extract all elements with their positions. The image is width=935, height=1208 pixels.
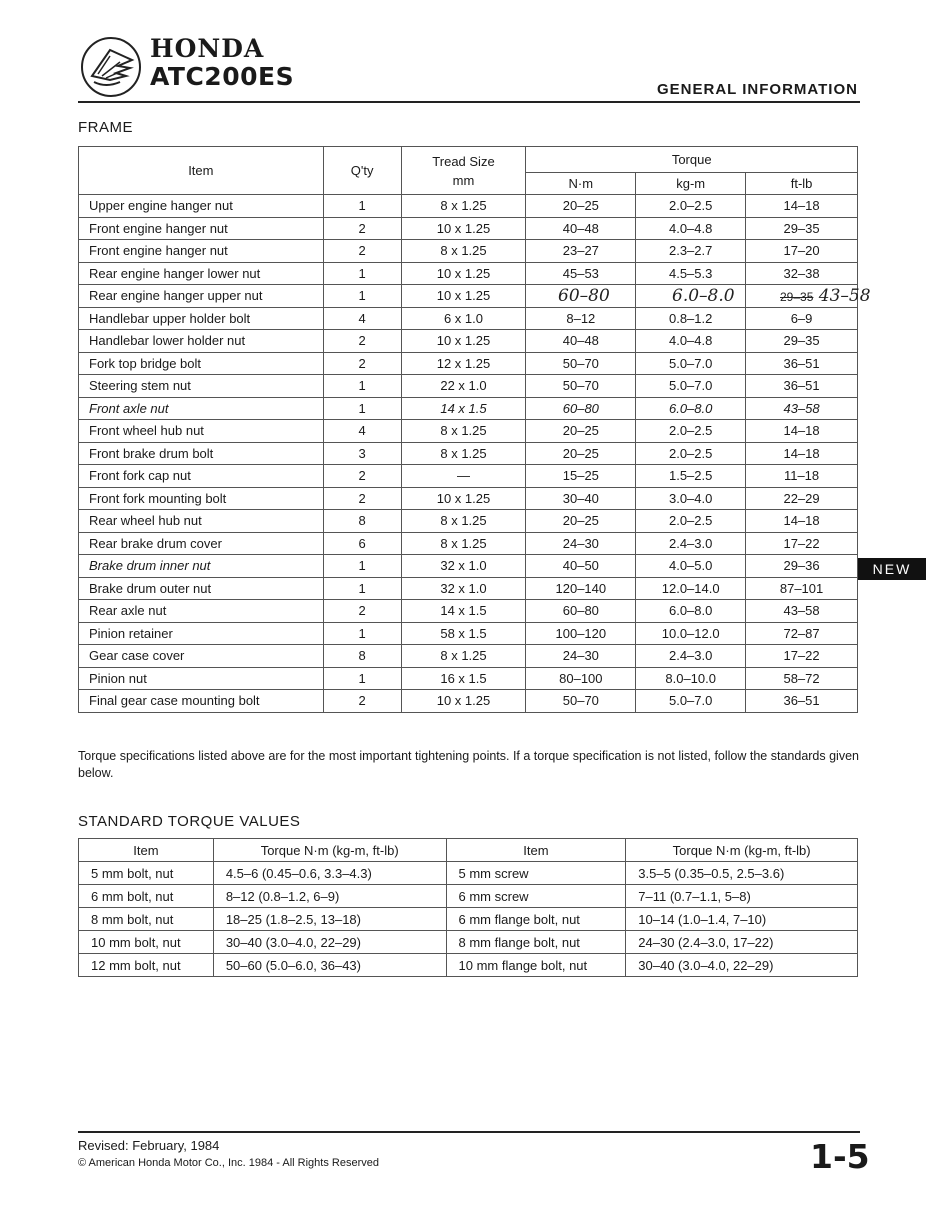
row-tread-size: 16 x 1.5 [401,667,526,690]
row-tread-size: 8 x 1.25 [401,195,526,218]
row-torque-nm: 20–25 [526,195,636,218]
row-qty: 1 [323,555,401,578]
row-tread-size: 58 x 1.5 [401,622,526,645]
row-qty: 2 [323,487,401,510]
row-item: Rear engine hanger lower nut [79,262,324,285]
row-torque-ftlb: 32–38 [746,262,858,285]
row-qty: 2 [323,600,401,623]
tread-size-label: Tread Size [432,153,495,169]
row-torque-ftlb: 43–58 [746,397,858,420]
row-torque-ftlb: 14–18 [746,442,858,465]
row-item: Rear engine hanger upper nut [79,285,324,308]
row-torque-nm: 20–25 [526,442,636,465]
row-tread-size: 12 x 1.25 [401,352,526,375]
handwritten-nm-correction: 60–80 [558,286,610,306]
header-divider [78,101,860,103]
row-torque-ftlb: 17–22 [746,532,858,555]
row-torque-nm: 50–70 [526,375,636,398]
row-tread-size: 32 x 1.0 [401,555,526,578]
row-qty: 1 [323,375,401,398]
torque-note: Torque specifications listed above are for the most important tightening points. If a torque specification is not listed, follow the standards given below. [78,749,859,780]
row-item: Pinion nut [79,667,324,690]
row-item: Front fork mounting bolt [79,487,324,510]
table-row [79,885,858,908]
row-tread-size: 10 x 1.25 [401,330,526,353]
table-row [79,487,858,510]
standard-torque-title: STANDARD TORQUE VALUES [78,813,301,830]
row-item: Upper engine hanger nut [79,195,324,218]
std-torque: 7–11 (0.7–1.1, 5–8) [626,885,858,908]
table-row [79,931,858,954]
table-row [79,195,858,218]
row-torque-kgm: 12.0–14.0 [636,577,746,600]
table-row [79,954,858,977]
std-header-torque-2: Torque N·m (kg-m, ft-lb) [626,839,858,862]
std-item: 12 mm bolt, nut [79,954,214,977]
std-header-torque-1: Torque N·m (kg-m, ft-lb) [213,839,446,862]
new-badge: NEW [858,558,926,580]
row-torque-nm: 40–48 [526,217,636,240]
row-torque-kgm: 2.3–2.7 [636,240,746,263]
table-row [79,330,858,353]
row-torque-nm: 40–50 [526,555,636,578]
row-torque-ftlb: 87–101 [746,577,858,600]
row-item: Handlebar lower holder nut [79,330,324,353]
row-torque-nm: 23–27 [526,240,636,263]
std-item: 10 mm flange bolt, nut [446,954,626,977]
row-torque-kgm: 2.4–3.0 [636,645,746,668]
row-qty: 1 [323,397,401,420]
row-torque-kgm: 4.0–4.8 [636,217,746,240]
row-torque-nm: 100–120 [526,622,636,645]
column-header-item: Item [79,147,324,195]
row-torque-ftlb: 11–18 [746,465,858,488]
standard-torque-table [78,838,858,977]
frame-title: FRAME [78,119,133,136]
row-torque-nm: 60–80 [526,397,636,420]
section-heading: GENERAL INFORMATION [657,81,858,98]
row-item: Pinion retainer [79,622,324,645]
row-qty: 8 [323,510,401,533]
row-torque-kgm: 2.0–2.5 [636,442,746,465]
row-item: Rear brake drum cover [79,532,324,555]
row-item: Brake drum inner nut [79,555,324,578]
row-torque-ftlb: 14–18 [746,510,858,533]
table-row [79,442,858,465]
std-torque: 3.5–5 (0.35–0.5, 2.5–3.6) [626,862,858,885]
row-torque-nm: 120–140 [526,577,636,600]
row-tread-size: 8 x 1.25 [401,510,526,533]
table-row [79,690,858,713]
row-tread-size: 10 x 1.25 [401,217,526,240]
std-torque: 10–14 (1.0–1.4, 7–10) [626,908,858,931]
row-torque-ftlb: 14–18 [746,420,858,443]
row-torque-nm: 20–25 [526,420,636,443]
frame-torque-table [78,146,858,713]
table-row [79,645,858,668]
table-row [79,375,858,398]
row-qty: 1 [323,622,401,645]
row-tread-size: 8 x 1.25 [401,532,526,555]
column-header-torque: Torque [526,147,858,173]
row-torque-kgm: 6.0–8.0 [636,600,746,623]
row-torque-ftlb: 58–72 [746,667,858,690]
row-tread-size: 10 x 1.25 [401,262,526,285]
row-torque-ftlb: 72–87 [746,622,858,645]
row-qty: 1 [323,577,401,600]
row-item: Rear axle nut [79,600,324,623]
row-torque-kgm: 2.0–2.5 [636,510,746,533]
row-tread-size: 10 x 1.25 [401,487,526,510]
row-qty: 2 [323,240,401,263]
row-torque-nm: 50–70 [526,690,636,713]
row-tread-size: 10 x 1.25 [401,285,526,308]
std-item: 6 mm screw [446,885,626,908]
table-row [79,240,858,263]
row-torque-nm: 24–30 [526,645,636,668]
model-name: ATC200ES [150,62,295,91]
revision-date: Revised: February, 1984 [78,1138,220,1153]
column-header-ftlb: ft-lb [746,173,858,195]
std-item: 5 mm screw [446,862,626,885]
row-torque-ftlb: 14–18 [746,195,858,218]
std-torque: 30–40 (3.0–4.0, 22–29) [213,931,446,954]
table-row [79,600,858,623]
handwritten-ftlb-correction [780,286,871,306]
row-torque-nm: 30–40 [526,487,636,510]
footer-divider [78,1131,860,1133]
row-torque-kgm: 2.0–2.5 [636,195,746,218]
standard-table-body [79,862,858,977]
row-item: Steering stem nut [79,375,324,398]
row-torque-kgm: 10.0–12.0 [636,622,746,645]
row-torque-ftlb: 29–36 [746,555,858,578]
row-item: Front wheel hub nut [79,420,324,443]
row-item: Gear case cover [79,645,324,668]
column-header-tread-size [401,147,526,195]
row-torque-kgm: 5.0–7.0 [636,375,746,398]
row-item: Front fork cap nut [79,465,324,488]
row-torque-ftlb: 36–51 [746,690,858,713]
row-torque-kgm: 0.8–1.2 [636,307,746,330]
table-row [79,352,858,375]
page-number: 1-5 [810,1137,870,1176]
row-qty: 2 [323,352,401,375]
row-torque-nm: 40–48 [526,330,636,353]
table-row [79,532,858,555]
column-header-kgm: kg-m [636,173,746,195]
column-header-nm: N·m [526,173,636,195]
row-tread-size: — [401,465,526,488]
row-tread-size: 8 x 1.25 [401,442,526,465]
table-row [79,667,858,690]
row-torque-nm: 20–25 [526,510,636,533]
row-torque-kgm: 4.0–5.0 [636,555,746,578]
row-torque-kgm: 5.0–7.0 [636,690,746,713]
row-torque-kgm: 5.0–7.0 [636,352,746,375]
row-qty: 2 [323,465,401,488]
std-header-item-1: Item [79,839,214,862]
row-torque-ftlb: 36–51 [746,375,858,398]
row-torque-ftlb: 17–20 [746,240,858,263]
row-torque-kgm: 4.0–4.8 [636,330,746,353]
row-item: Rear wheel hub nut [79,510,324,533]
std-torque: 24–30 (2.4–3.0, 17–22) [626,931,858,954]
row-item: Front engine hanger nut [79,240,324,263]
table-row [79,397,858,420]
row-qty: 8 [323,645,401,668]
row-tread-size: 8 x 1.25 [401,420,526,443]
row-qty: 1 [323,262,401,285]
table-row [79,577,858,600]
row-torque-ftlb: 43–58 [746,600,858,623]
row-tread-size: 10 x 1.25 [401,690,526,713]
std-torque: 18–25 (1.8–2.5, 13–18) [213,908,446,931]
row-torque-ftlb: 36–51 [746,352,858,375]
honda-wing-logo [80,36,142,98]
row-torque-nm: 50–70 [526,352,636,375]
std-torque: 50–60 (5.0–6.0, 36–43) [213,954,446,977]
row-torque-nm: 24–30 [526,532,636,555]
row-qty: 2 [323,330,401,353]
std-torque: 30–40 (3.0–4.0, 22–29) [626,954,858,977]
row-torque-ftlb: 29–35 [746,330,858,353]
row-torque-nm: 45–53 [526,262,636,285]
handwritten-kgm-correction: 6.0–8.0 [672,286,735,306]
row-qty: 4 [323,307,401,330]
row-qty: 1 [323,285,401,308]
row-torque-nm: 8–12 [526,307,636,330]
table-row [79,908,858,931]
row-torque-ftlb: 6–9 [746,307,858,330]
table-row [79,285,858,308]
row-qty: 3 [323,442,401,465]
row-torque-ftlb: 22–29 [746,487,858,510]
std-item: 5 mm bolt, nut [79,862,214,885]
row-torque-kgm: 4.5–5.3 [636,262,746,285]
std-item: 10 mm bolt, nut [79,931,214,954]
std-torque: 8–12 (0.8–1.2, 6–9) [213,885,446,908]
copyright-notice: © American Honda Motor Co., Inc. 1984 - All Rights Reserved [78,1157,379,1169]
table-row [79,307,858,330]
std-item: 8 mm bolt, nut [79,908,214,931]
row-torque-nm: 80–100 [526,667,636,690]
row-torque-kgm: 8.0–10.0 [636,667,746,690]
row-tread-size: 8 x 1.25 [401,645,526,668]
row-tread-size: 8 x 1.25 [401,240,526,263]
struck-ftlb-value: 29–35 [780,290,814,304]
row-qty: 6 [323,532,401,555]
std-torque: 4.5–6 (0.45–0.6, 3.3–4.3) [213,862,446,885]
row-tread-size: 6 x 1.0 [401,307,526,330]
column-header-qty: Q'ty [323,147,401,195]
row-tread-size: 14 x 1.5 [401,600,526,623]
table-row [79,622,858,645]
table-row [79,262,858,285]
row-torque-kgm: 2.4–3.0 [636,532,746,555]
row-torque-kgm: 6.0–8.0 [636,397,746,420]
corrected-ftlb-value: 43–58 [818,286,871,306]
table-row [79,465,858,488]
row-item: Fork top bridge bolt [79,352,324,375]
row-torque-kgm: 3.0–4.0 [636,487,746,510]
table-row [79,420,858,443]
std-item: 6 mm bolt, nut [79,885,214,908]
frame-table-body [79,195,858,713]
brand-name: HONDA [150,34,265,63]
row-item: Brake drum outer nut [79,577,324,600]
row-torque-kgm: 1.5–2.5 [636,465,746,488]
row-torque-kgm: 2.0–2.5 [636,420,746,443]
row-qty: 2 [323,217,401,240]
tread-size-unit: mm [452,172,475,188]
table-row [79,862,858,885]
row-qty: 4 [323,420,401,443]
table-row [79,217,858,240]
row-item: Final gear case mounting bolt [79,690,324,713]
row-torque-ftlb: 29–35 [746,217,858,240]
std-item: 8 mm flange bolt, nut [446,931,626,954]
row-item: Front axle nut [79,397,324,420]
row-qty: 1 [323,195,401,218]
row-tread-size: 32 x 1.0 [401,577,526,600]
row-torque-nm: 60–80 [526,600,636,623]
row-tread-size: 14 x 1.5 [401,397,526,420]
row-item: Handlebar upper holder bolt [79,307,324,330]
table-row [79,555,858,578]
row-torque-nm: 15–25 [526,465,636,488]
table-row [79,510,858,533]
std-header-item-2: Item [446,839,626,862]
row-tread-size: 22 x 1.0 [401,375,526,398]
row-item: Front brake drum bolt [79,442,324,465]
std-item: 6 mm flange bolt, nut [446,908,626,931]
row-qty: 1 [323,667,401,690]
row-item: Front engine hanger nut [79,217,324,240]
row-qty: 2 [323,690,401,713]
row-torque-ftlb: 17–22 [746,645,858,668]
